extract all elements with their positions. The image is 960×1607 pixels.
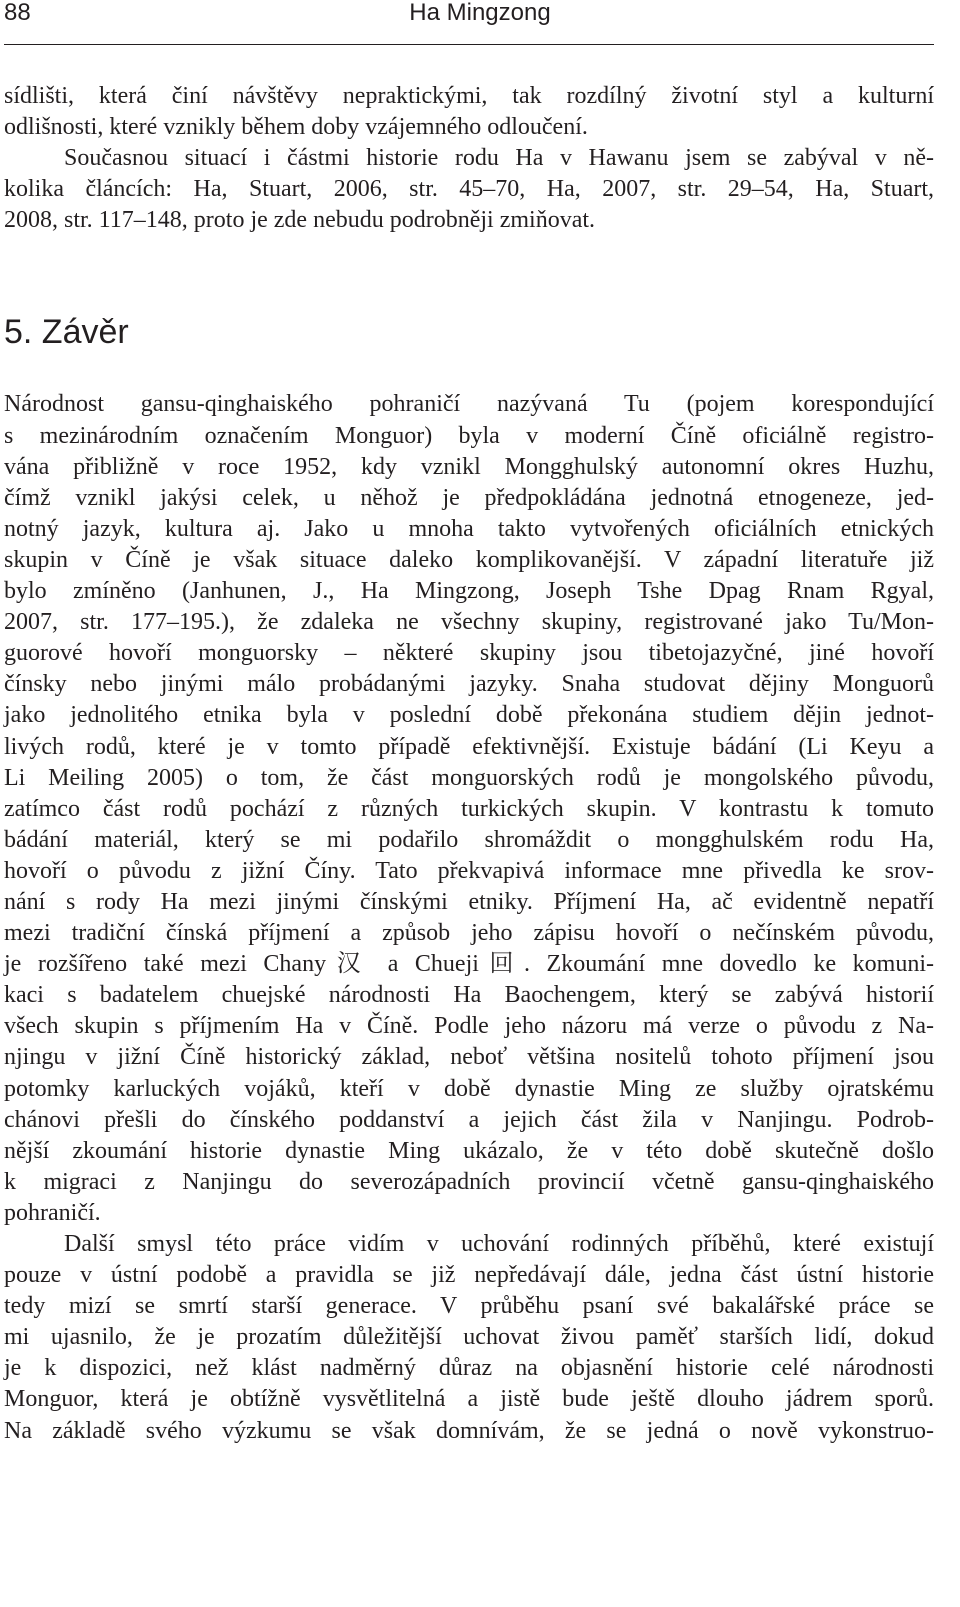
text-line: je rozšířeno také mezi Chany汉 a Chueji回. Zkoumání mne dovedlo ke komuni- (4, 951, 934, 978)
text-line: zatímco část rodů pochází z různých turkických skupin. V kontrastu k tomuto (4, 795, 934, 822)
text-line: čínsky nebo jinými málo probádanými jazyky. Snaha studovat dějiny Monguorů (4, 671, 934, 698)
text-line: guorové hovoří monguorsky – některé skupiny jsou tibetojazyčné, jiné hovoří (4, 640, 934, 667)
text-line: je k dispozici, než klást nadměrný důraz na objasnění historie celé národnosti (4, 1355, 934, 1382)
text-line: njingu v jižní Číně historický základ, neboť většina nositelů tohoto příjmení jsou (4, 1044, 934, 1071)
text-line: všech skupin s příjmením Ha v Číně. Podle jeho názoru má verze o původu z Na- (4, 1013, 934, 1040)
running-head: Ha Mingzong (409, 0, 551, 26)
text-line: nější zkoumání historie dynastie Ming ukázalo, že v této době skutečně došlo (4, 1137, 934, 1164)
text-line: skupin v Číně je však situace daleko komplikovanější. V západní literatuře již (4, 546, 934, 573)
text-line: Li Meiling 2005) o tom, že část monguorských rodů je mongolského původu, (4, 764, 934, 791)
text-line: sídlišti, která činí návštěvy nepraktickými, tak rozdílný životní styl a kulturní (4, 83, 934, 109)
text-line: mezi tradiční čínská příjmení a způsob jeho zápisu hovoří o nečínském původu, (4, 920, 934, 947)
text-line: Na základě svého výzkumu se však domnívám, že se jedná o nově vykonstruo- (4, 1417, 934, 1444)
text-line: livých rodů, které je v tomto případě efektivnější. Existuje bádání (Li Keyu a (4, 733, 934, 760)
text-line: 2008, str. 117–148, proto je zde nebudu podrobněji zmiňovat. (4, 207, 596, 234)
text-line: vána přibližně v roce 1952, kdy vznikl Mongghulský autonomní okres Huzhu, (4, 453, 934, 480)
text-line: tedy mizí se smrtí starší generace. V průběhu psaní své bakalářské práce se (4, 1293, 934, 1320)
text-line: pouze v ústní podobě a pravidla se již nepředávají dále, jedna část ústní historie (4, 1262, 934, 1289)
text-line: nání s rody Ha mezi jinými čínskými etniky. Příjmení Ha, ač evidentně nepatří (4, 888, 934, 915)
text-line: odlišnosti, které vznikly během doby vzájemného odloučení. (4, 114, 588, 141)
text-line: jako jednolitého etnika byla v poslední době překonána studiem dějin jednot- (4, 702, 934, 729)
page-header (0, 0, 960, 44)
text-line: mi ujasnilo, že je prozatím důležitější uchovat živou paměť starších lidí, dokud (4, 1324, 934, 1351)
text-line: s mezinárodním označením Monguor) byla v moderní Číně oficiálně registro- (4, 422, 934, 449)
text-line: hovoří o původu z jižní Číny. Tato překvapivá informace mne přivedla ke srov- (4, 857, 934, 884)
text-line: čímž vznikl jakýsi celek, u něhož je předpokládána jednotná etnogeneze, jed- (4, 484, 934, 511)
text-line: bylo zmíněno (Janhunen, J., Ha Mingzong, Joseph Tshe Dpag Rnam Rgyal, (4, 578, 934, 605)
header-rule (4, 44, 934, 45)
text-line: 2007, str. 177–195.), že zdaleka ne všechny skupiny, registrované jako Tu/Mon- (4, 609, 934, 636)
intro-paragraph (4, 81, 934, 143)
page-number: 88 (4, 0, 31, 26)
text-line: Národnost gansu-qinghaiského pohraničí nazývaná Tu (pojem korespondující (4, 391, 934, 418)
text-line: pohraničí. (4, 1199, 101, 1226)
text-line: Další smysl této práce vidím v uchování rodinných příběhů, které existují (64, 1231, 934, 1257)
text-line: chánovi přešli do čínského poddanství a jejich část žila v Nanjingu. Podrob- (4, 1106, 934, 1133)
note-paragraph (4, 143, 934, 236)
text-line: notný jazyk, kultura aj. Jako u mnoha takto vytvořených oficiálních etnických (4, 515, 934, 542)
text-line: kolika článcích: Ha, Stuart, 2006, str. 45–70, Ha, 2007, str. 29–54, Ha, Stuart, (4, 176, 934, 203)
text-line: kaci s badatelem chuejské národnosti Ha Baochengem, který se zabývá historií (4, 982, 934, 1009)
text-line: potomky karluckých vojáků, kteří v době dynastie Ming ze služby ojratskému (4, 1075, 934, 1102)
text-line: k migraci z Nanjingu do severozápadních provincií včetně gansu-qinghaiského (4, 1168, 934, 1195)
section-heading: 5. Závěr (4, 313, 129, 352)
body-paragraph-1 (4, 389, 934, 1229)
body-paragraph-2 (4, 1229, 934, 1447)
text-line: Současnou situací i částmi historie rodu Ha v Hawanu jsem se zabýval v ně- (64, 145, 934, 172)
text-line: Monguor, která je obtížně vysvětlitelná a jistě bude ještě dlouho jádrem sporů. (4, 1386, 934, 1413)
page-body (4, 81, 934, 1447)
text-line: bádání materiál, který se mi podařilo shromáždit o mongghulském rodu Ha, (4, 826, 934, 853)
